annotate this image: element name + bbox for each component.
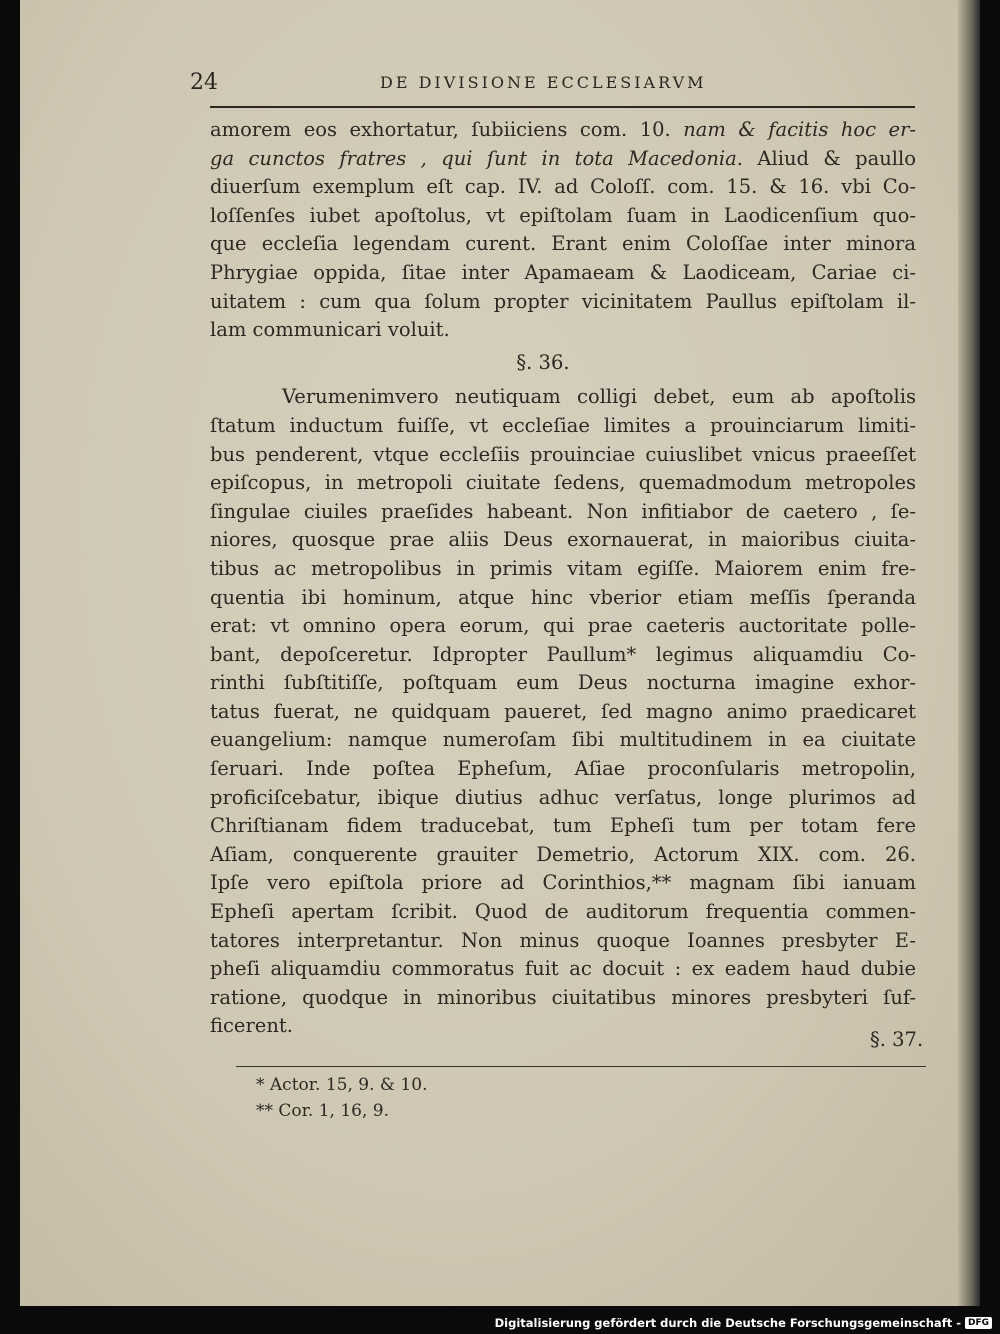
text-line: ratione, quodque in minoribus ciuitatibus minores presbyteri ſuf- <box>210 985 916 1009</box>
text-line: tatores interpretantur. Non minus quoque Ioannes presbyter E- <box>210 928 916 952</box>
text-line: Phrygiae oppida, ſitae inter Apamaeam & Laodiceam, Cariae ci- <box>210 260 916 284</box>
text-line: Aſiam, conquerente grauiter Demetrio, Actorum XIX. com. 26. <box>210 842 916 866</box>
text-line: quentia ibi hominum, atque hinc vberior etiam meſſis ſperanda <box>210 585 916 609</box>
text-line: epiſcopus, in metropoli ciuitate ſedens, quemadmodum metropoles <box>210 471 916 495</box>
text-line: Ipſe vero epiſtola priore ad Corinthios,** magnam ſibi ianuam <box>210 871 916 895</box>
text-line: pheſi aliquamdiu commoratus fuit ac docuit : ex eadem haud dubie <box>210 957 916 981</box>
text-line: ſeruari. Inde poſtea Epheſum, Aſiae proconſularis metropolin, <box>210 757 916 781</box>
digitization-credit <box>495 1316 992 1330</box>
page-header <box>190 70 915 100</box>
body-text <box>210 116 916 1041</box>
paragraph <box>210 383 916 1041</box>
page-number: 24 <box>190 70 218 95</box>
text-line: lam communicari voluit. <box>210 318 450 342</box>
header-rule <box>210 106 915 108</box>
text-line: que eccleſia legendam curent. Erant enim Coloſſae inter minora <box>210 232 916 256</box>
text-line: Epheſi apertam ſcribit. Quod de auditorum frequentia commen- <box>210 900 916 924</box>
text-line: ficerent. <box>210 1014 293 1038</box>
text-line: ſingulae ciuiles praeſides habeant. Non infitiabor de caetero , ſe- <box>210 499 916 523</box>
credit-text: Digitalisierung gefördert durch die Deutsche Forschungsgemeinschaft - <box>494 1316 961 1330</box>
text-line: uitatem : cum qua ſolum propter vicinitatem Paullus epiſtolam il- <box>210 289 916 313</box>
footnote-rule <box>236 1066 926 1067</box>
text-line: tatus fuerat, ne quidquam paueret, ſed magno animo praedicaret <box>210 699 916 723</box>
catchword: §. 37. <box>870 1028 924 1051</box>
text-line: amorem eos exhortatur, ſubiiciens com. 10. nam & facitis hoc er- <box>210 118 917 141</box>
page-edge-shadow <box>958 0 980 1306</box>
text-line: proficiſcebatur, ibique diutius adhuc verſatus, longe plurimos ad <box>210 785 916 809</box>
footnotes <box>256 1072 427 1124</box>
text-line: Verumenimvero neutiquam colligi debet, eum ab apoſtolis <box>282 385 916 409</box>
text-line: ſtatum inductum fuiſſe, vt eccleſiae limites a prouinciarum limiti- <box>210 413 916 437</box>
text-line: erat: vt omnino opera eorum, qui prae caeteris auctoritate polle- <box>210 614 916 638</box>
dfg-logo: DFG <box>965 1317 992 1329</box>
text-line: ga cunctos fratres , qui ſunt in tota Macedonia. Aliud & paullo <box>210 146 916 170</box>
running-head: DE DIVISIONE ECCLESIARVM <box>380 73 707 92</box>
text-line: diuerſum exemplum eſt cap. IV. ad Coloſſ. com. 15. & 16. vbi Co- <box>210 175 916 199</box>
text-line: tibus ac metropolibus in primis vitam egiſſe. Maiorem enim fre- <box>210 556 916 580</box>
text-line: bus penderent, vtque eccleſiis prouinciae cuiuslibet vnicus praeeſſet <box>210 442 916 466</box>
text-line: niores, quosque prae aliis Deus exornauerat, in maioribus ciuita- <box>210 528 916 552</box>
text-line: Chriſtianam fidem traducebat, tum Epheſi tum per totam fere <box>210 814 916 838</box>
text-line: rinthi ſubſtitiſſe, poſtquam eum Deus nocturna imagine exhor- <box>210 671 916 695</box>
text-line: bant, depoſceretur. Idpropter Paullum* legimus aliquamdiu Co- <box>210 642 916 666</box>
footnote: * Actor. 15, 9. & 10. <box>256 1075 428 1095</box>
text-line: loſſenſes iubet apoſtolus, vt epiſtolam ſuam in Laodicenſium quo- <box>210 203 916 227</box>
section-mark: §. 36. <box>516 350 570 374</box>
footnote: ** Cor. 1, 16, 9. <box>256 1101 389 1121</box>
text-line: euangelium: namque numeroſam ſibi multitudinem in ea ciuitate <box>210 728 916 752</box>
